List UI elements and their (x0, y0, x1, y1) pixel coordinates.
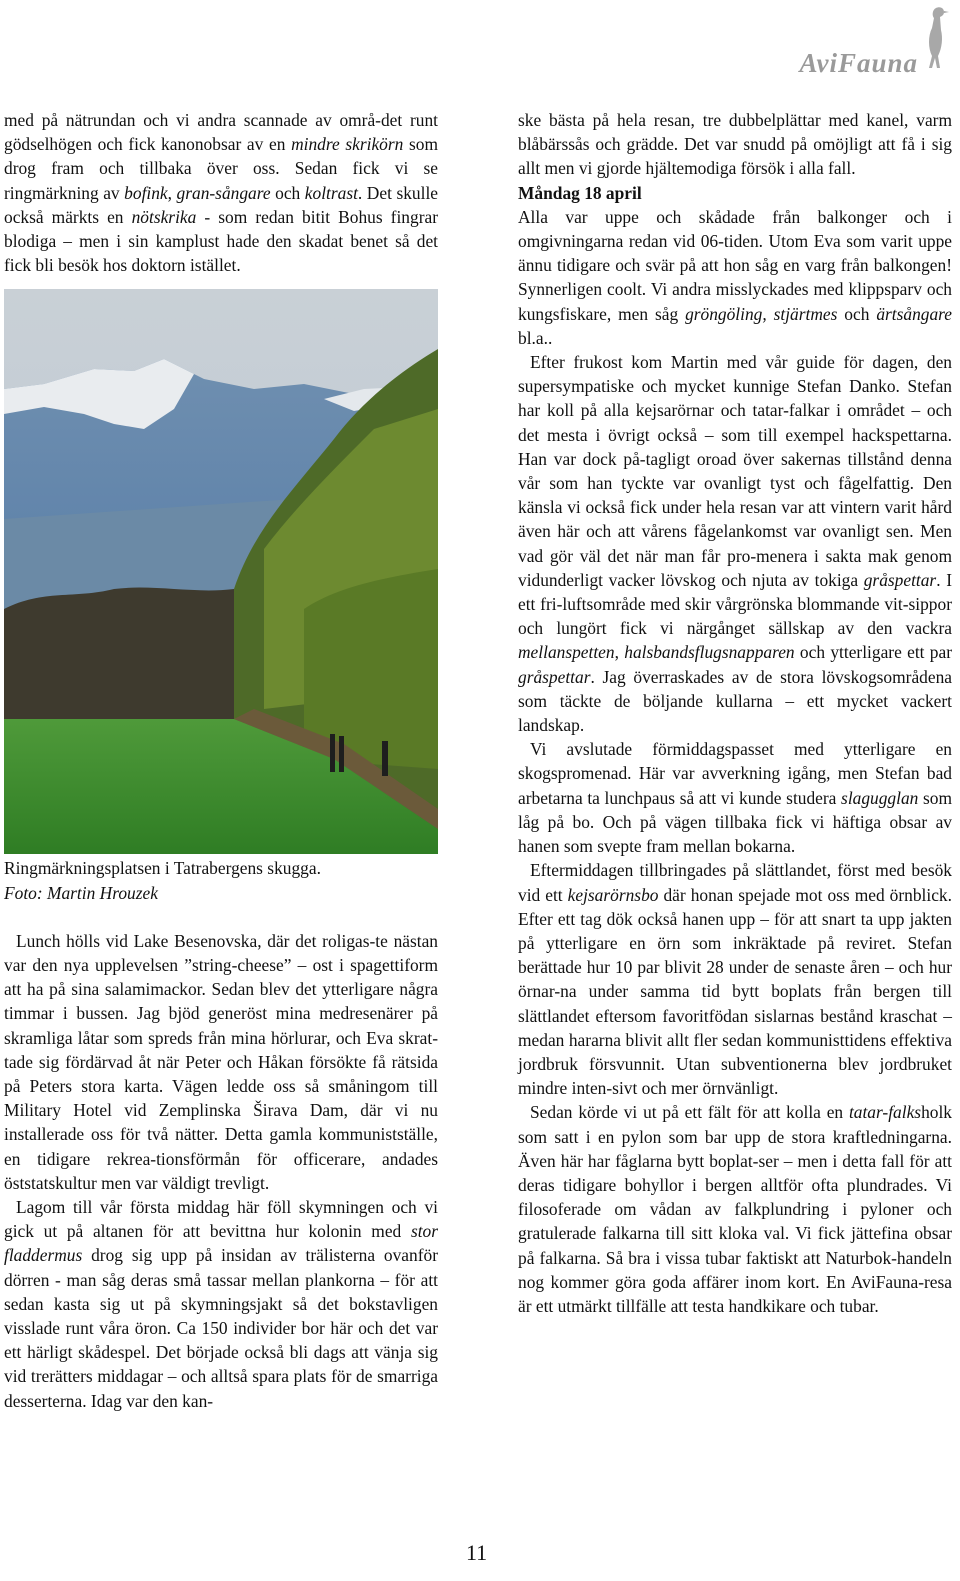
paragraph: ske bästa på hela resan, tre dubbelplättar med kanel, varm blåbärssås och grädde. Det var snudd på omöjligt att få i sig allt men vi gjorde hjältemodiga försök i alla fall. (518, 110, 952, 179)
photo-credit: Foto: Martin Hrouzek (4, 882, 158, 903)
paragraph: Sedan körde vi ut på ett fält för att kolla en tatar-falksholk som satt i en pylon som bar upp de stora kraftledningarna. Även här har fåglarna bytt boplat-ser – men i detta fall för att deras tidigare bohyllor i bergen alltför ofta plundrades. Vi filosoferade om vådan av falkplundring i pyloner och gratulerade falkarna till sitt kloka val. Vi fick jättefina obsar på falkarna. Så bra i vissa tubar faktiskt att Naturbok-handeln nog kommer göra goda affärer inom kort. En AviFauna-resa är ett utmärkt tillfälle att testa handkikare och tubar. (518, 1102, 952, 1316)
paragraph: Vi avslutade förmiddagspasset med ytterligare en skogspromenad. Här var avverkning igång, men Stefan bad arbetarna ta lunchpaus så att vi kunde studera slagugglan som låg på bo. Och på vägen tillbaka fick vi häftiga obsar av hanen som svepte fram mellan bokarna. (518, 739, 952, 857)
paragraph: med på nätrundan och vi andra scannade av områ-det runt gödselhögen och fick kanonobsar av en mindre skrikörn som drog fram och tillbaka över oss. Sedan fick vi se ringmärkning av bofink, gran-sångare och koltrast. Det skulle också märkts en nötskrika - som redan bitit Bohus fingrar blodiga – men i sin kamplust hade den skadat benet så det fick bli besök hos doktorn istället. (4, 110, 439, 276)
landscape-photo (4, 289, 438, 854)
section-heading: Måndag 18 april (518, 182, 642, 203)
avifauna-logo (760, 4, 950, 76)
page-number: 11 (466, 1540, 488, 1565)
right-column (518, 108, 952, 1318)
paragraph: Lunch hölls vid Lake Besenovska, där det roligas-te nästan var den nya upplevelsen ”string-cheese” – ost i spagettiform att ha på sina salamimackor. Sedan blev det ytterligare några timmar i bussen. Jag bjöd generöst mina medresenärer på skramliga låtar som spreds från mina hörlurar, och Eva skrat-tade sig fördärvad åt när Peter och Håkan försökte få rätsida på Peters stora karta. Vägen ledde oss så småningom till Military Hotel vid Zemplinska Širava Dam, där vi nu installerade oss för två nätter. Detta gamla kommunistställe, en tidigare rekrea-tionsförmån för officerare, andades öststatskultur men var väldigt trevligt. (4, 930, 438, 1193)
photo-caption: Ringmärkningsplatsen i Tatrabergens skugga. (4, 858, 321, 879)
logo-text: AviFauna (799, 48, 918, 78)
paragraph: Alla var uppe och skådade från balkonger och i omgivningarna redan vid 06-tiden. Utom Eva som varit uppe ännu tidigare och svär på att hon såg en varg från balkongen! Synnerligen coolt. Vi andra misslyckades med klippsparv och kungsfiskare, men såg gröngöling, stjärtmes och ärtsångare bl.a.. (518, 206, 952, 348)
paragraph: Efter frukost kom Martin med vår guide för dagen, den supersympatiske och mycket kunnige Stefan Danko. Stefan har koll på alla kejsarörnar och tatar-falkar i området – och det mesta i övrigt också – som till exempel hackspettarna. Han var dock på-tagligt oroad över sakernas tillstånd denna vår som han tyckte var ovanligt tyst och fågelfattig. Den känsla vi också fick under hela resan var att vintern varit hård även här och att vårens fågelankomst var ovanligt sen. Men vad gör väl det när man får pro-menera i sakta mak genom vidunderligt vacker lövskog och njuta av tokiga gråspettar. I ett fri-luftsområde med skir vårgrönska blommande vit-sippor och lungört fick vi närgånget sällskap av den vackra mellanspetten, halsbandsflugsnapparen och ytterligare ett par gråspettar. Jag överraskades av de stora lövskogsområdena som täckte de böljande kullarna – ett mycket vackert landskap. (518, 352, 952, 736)
paragraph: Lagom till vår första middag här föll skymningen och vi gick ut på altanen för att bevittna hur kolonin med stor fladdermus drog sig upp på insidan av trälisterna ovanför dörren - man såg deras små tassar mellan plankorna – för att sedan kasta sig ut på skymningsjakt så det bokstavligen visslade runt våra öron. Ca 150 individer bor här och det var ett härligt skådespel. Det började också bli dags att vänja sig vid trerätters middagar – och alltså spara plats för de smarriga desserterna. Idag var den kan- (4, 1197, 438, 1411)
left-column (4, 108, 438, 1413)
paragraph: Eftermiddagen tillbringades på slättlandet, först med besök vid ett kejsarörnsbo där honan spejade mot oss med örnblick. Efter ett tag dök också hanen upp – för att snart ta upp jakten på ytterligare en örn som inkräktade på reviret. Stefan berättade hur 10 par blivit 28 under de senaste åren – och hur örnar-na under samma tid bytt boplats från bergen till slättlandet eftersom favoritfödan sislarnas bestånd kraschat – medan hararna blivit allt fler sedan kommunisttidens effektiva jordbruk försvunnit. Utan subventionerna blev jordbruket mindre inten-sivt och mer örnvänligt. (518, 860, 952, 1099)
